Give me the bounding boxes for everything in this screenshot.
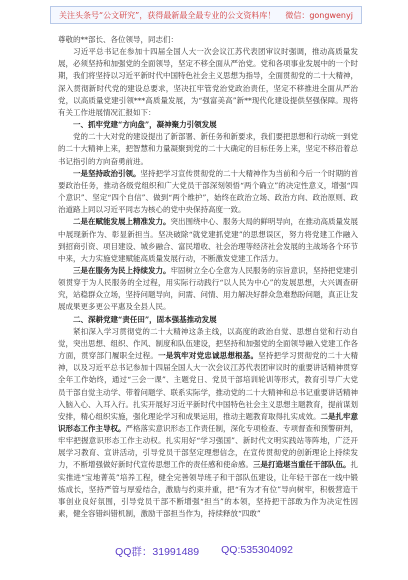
section-1-point-3-text: 牢固树立全心全意为人民服务的宗旨意识，坚持把党建引领贯穿于为人民服务的全过程，用实际行动践行“以人民为中心”的发展思想，大兴调查研究，站稳群众立场，坚持问题导向，问需、问情、用力解决好群众急难愁盼问题，真正让发展成果更多更公平惠及全县人民。 <box>58 265 358 312</box>
section-2-point-2-text: 严格落实意识形态工作责任制，深化专项检查、专项督查和预警研判，牢牢把握意识形态工作主动权。扎实用好“学习强国”、新时代文明实践站等阵地，广泛开展学习教育、宣讲活动，引导党员干部坚定理想信念，在宣传贯彻党的创新理论上持续发力，不断增强做好新时代宣传思想工作的责任感和使命感。 <box>58 424 358 470</box>
section-2-point-1: 一是筑牢对党忠诚思想根基。 <box>158 351 259 361</box>
salutation: 尊敬的**部长、各位领导，同志们： <box>58 35 178 44</box>
section-2-point-1-text: 坚持把学习贯彻党的二十大精神，以及习近平总书记参加十四届全国人大一次会议江苏代表团审议时的重要讲话精神贯穿全年工作始终，通过“三会一课”、主题党日、党员干部培训轮训等形式，教育引导广大党员干部自觉主动学、带着问题学、联系实际学，推动党的二十大精神和总书记重要讲话精神入脑入心、入耳入行。扎实开展好习近平新时代中国特色社会主义思想主题教育，提前谋划安排，精心组织实施，强化理论学习和成果运用，推动主题教育取得扎实成效。 <box>58 351 358 421</box>
section-1-title: 一、抓牢党建“方向盘”，凝神聚力引领发展 <box>73 120 217 130</box>
section-1-point-2: 二是在赋能发展上精准发力。 <box>73 217 171 227</box>
section-1-point-3: 三是在服务为民上持续发力。 <box>73 265 171 275</box>
section-1-paragraph-1: 党的二十大对党的建设提出了新部署、新任务和新要求，我们要把思想和行动统一到党的二十大精神上来，把智慧和力量凝聚到党的二十大确定的目标任务上来，坚定不移沿着总书记指引的方向奋勇前进。 <box>58 132 358 166</box>
banner-wechat-id[interactable]: 微信：gongwenyj <box>285 10 353 20</box>
section-2-point-2: 二是扎牢意识形态工作主导权。 <box>58 411 358 433</box>
contact-footer <box>0 544 408 562</box>
section-2-point-3-text: 扎实推进“宝地菁英”培养工程，健全完善领导班子和干部队伍建设，让年轻干部在一线中锻炼成长，坚持严管与厚爱结合，激励与约束并重，把“有为才有位”导向树牢，积极营造干事创业良好氛围，引导党员干部不断增强“担当”的本领，坚持把干部敢为作为决定性因素，健全容错纠错机制，激励干部担当作为，持续释放“四敢” <box>58 460 358 519</box>
section-1-paragraph-3 <box>58 216 358 265</box>
section-2-intro-text: 紧扣深入学习贯彻党的二十大精神这条主线，以高度的政治自觉、思想自觉和行动自觉，突出思想、组织、作风、制度和队伍建设，把坚持和加强党的全面领导融入党建工作各方面，贯穿部门履职全过程。 <box>58 326 358 361</box>
banner-follow-text[interactable]: 关注头条号“公文研究”，获得最新最全最专业的公文资料库！ <box>59 10 276 20</box>
section-2-point-3: 三是打造堪当重任干部队伍。 <box>253 460 351 470</box>
section-1-point-1-text: 坚持把学习宣传贯彻党的二十大精神作为当前和今后一个时期的首要政治任务，推动各级党组织和广大党员干部深刻领悟“两个确立”的决定性意义，增强“四个意识”、坚定“四个自信”、做到“两个维护”，始终在政治立场、政治方向、政治原则、政治道路上同以习近平同志为核心的党中央保持高度一致。 <box>58 168 358 215</box>
section-2-paragraph-1 <box>58 326 358 521</box>
section-1-paragraph-2 <box>58 168 358 217</box>
document-body <box>58 34 358 520</box>
intro-paragraph: 习近平总书记在参加十四届全国人大一次会议江苏代表团审议时强调，推动高质量发展，必须坚持和加强党的全面领导，坚定不移全面从严治党。党和各项事业发展中的一个时期，我们将坚持以习近平新时代中国特色社会主义思想为指导，全面贯彻党的二十大精神，深入贯彻新时代党的建设总要求，坚决扛牢管党治党政治责任，坚定不移推进全面从严治党，以高质量党建引领***高质量发展，为“强富美高”新**现代化建设提供坚强保障。现将有关工作进展情况汇报如下： <box>58 47 358 117</box>
section-1-point-2-text: 突出围绕中心、服务大局的鲜明导向，在推动高质量发展中展现新作为、彰显新担当。坚决破除“就党建抓党建”的思想误区，努力将党建工作融入到招商引资、项目建设、城乡融合、富民增收、社会治理等经济社会发展的主战场各个环节中来，大力实施党建赋能高质量发展行动，不断激发党建工作活力。 <box>58 217 358 263</box>
qq-label: QQ:535304092 <box>221 544 293 556</box>
qq-group-label: QQ群：31991489 <box>115 546 200 558</box>
section-1-paragraph-4 <box>58 265 358 314</box>
section-1-point-1: 一是坚持政治引领。 <box>73 168 141 178</box>
promo-banner[interactable] <box>50 6 362 24</box>
section-2-title: 二、深耕党建“责任田”，固本强基推动发展 <box>73 314 217 324</box>
